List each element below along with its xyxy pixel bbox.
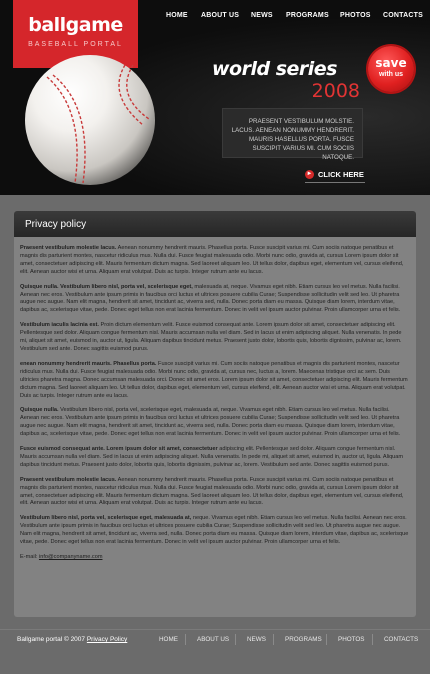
site-header xyxy=(0,0,430,195)
paragraph-lead: Vestibulum libero nisl, porta vel, scelerisque eget, malesuada at, xyxy=(20,515,192,522)
paragraph-lead: enean nonummy hendrerit mauris. Phasellus porta. xyxy=(20,360,157,367)
paragraph-lead: Vestibulum iaculis lacinia est. xyxy=(20,322,99,329)
promo-text: PRAESENT VESTIBULUM MOLSTIE. LACUS. AENEAN NONUMMY HENDRERIT. MAURIS HASELLUS PORTA. FUSCE SUSCIPIT VARIUS MI. CUM SOCIIS NATOQUE. xyxy=(222,108,363,158)
paragraph-lead: Quisque nulla. Vestibulum libero nisl, porta vel, scelerisque eget, xyxy=(20,283,193,290)
footer-divider xyxy=(0,629,430,630)
footer-copyright xyxy=(17,636,127,643)
paragraph-text: Fusce suscipit varius mi. Cum sociis natoque penatibus et magnis dis parturient montes, nascetur ridiculus mus. Nulla dui. Fusce feugiat malesuada odio. Morbi nunc odio, gravida at, cursus nec, luctus a, lorem. Maecenas tristique orci ac sem. Duis ultricies pharetra magna. Donec accumsan malesuada orci. Donec sit amet eros. Lorem ipsum dolor sit amet, consectetuer adipiscing elit. Mauris fermentum dictum magna. Sed laoreet aliquam leo. Ut tellus dolor, dapibus eget, elementum vel, cursus eleifend, elit. Aenean auctor wisi et urna. Aliquam erat volutpat. Duis ac turpis. Integer rutrum ante eu lacus. xyxy=(20,360,408,399)
paragraph-lead: Praesent vestibulum molestie lacus. xyxy=(20,245,117,251)
footer-separator xyxy=(326,634,327,645)
paragraph xyxy=(20,322,410,354)
page-title: Privacy policy xyxy=(25,219,87,230)
privacy-policy-link[interactable]: Privacy Policy xyxy=(86,636,128,643)
paragraph-text: neque. Vivamus eget nibh. Etiam cursus leo vel metus. Nulla facilisi. Aenean nec eros. Vestibulum ante ipsum primis in faucibus orci luctus et ultrices posuere cubilia Curae; Suspendisse sollicitudin velit sed leo. Ut pharetra augue nec augue. Nam elit magna, hendrerit sit amet, tincidunt ac, viverra sed, nulla. Donec porta diam eu massa. Quisque diam lorem, interdum vitae, dapibus ac, scelerisque vitae, pede. Donec eget tellus non erat lacinia fermentum. Donec in velit vel ipsum auctor pulvinar. Proin ullamcorper urna et felis. xyxy=(20,515,409,546)
click-here-underline xyxy=(305,182,365,183)
save-badge-line1: save xyxy=(375,56,407,70)
paragraph xyxy=(20,284,410,316)
footer-separator xyxy=(372,634,373,645)
paragraph-lead: Quisque nulla. xyxy=(20,407,59,414)
footer-nav-news[interactable]: NEWS xyxy=(247,636,266,643)
paragraph xyxy=(20,446,410,470)
save-badge-line2: with us xyxy=(378,71,404,78)
paragraph xyxy=(20,245,410,277)
nav-item-about-us[interactable]: ABOUT US xyxy=(201,12,240,19)
nav-item-news[interactable]: NEWS xyxy=(251,12,273,19)
paragraph-text: Aenean nonummy hendrerit mauris. Phasellus porta. Fusce suscipit varius mi. Cum sociis natoque penatibus et magnis dis parturient montes, nascetur ridiculus mus. Nulla dui. Fusce feugiat malesuada odio. Morbi nunc odio, gravida at, cursus Lorem ipsum dolor sit amet, consectetuer adipiscing elit. Mauris fermentum dictum magna. Sed laoreet aliquam leo. Ut tellus dolor, dapibus eget, elementum vel, cursus eleifend, elit. Aenean auctor wisi et urna. Aliquam erat volutpat. Duis ac turpis. Integer rutrum ante eu lacus. xyxy=(20,245,404,275)
footer-separator xyxy=(185,634,186,645)
footer-separator xyxy=(235,634,236,645)
email-link[interactable]: info@companyname.com xyxy=(38,554,103,560)
footer-nav-photos[interactable]: PHOTOS xyxy=(338,636,365,643)
paragraph-lead: Praesent vestibulum molestie lacus. xyxy=(20,476,117,483)
baseball-stitches xyxy=(25,55,155,185)
nav-item-photos[interactable]: PHOTOS xyxy=(340,12,371,19)
paragraph xyxy=(20,515,410,547)
paragraph xyxy=(20,477,410,509)
click-here-label: CLICK HERE xyxy=(318,170,364,179)
paragraph-text: malesuada at, neque. Vivamus eget nibh. Etiam cursus leo vel metus. Nulla facilisi. Aenean nec eros. Vestibulum ante ipsum primis in faucibus orci luctus et ultrices posuere cubilia Curae; Suspendisse sollicitudin velit sed leo. Ut pharetra augue nec augue. Nam elit magna, hendrerit sit amet, tincidunt ac, viverra sed, nulla. Donec porta diam eu massa. Quisque diam lorem, interdum vitae, dapibus ac, scelerisque vitae, pede. Donec eget tellus non erat lacinia fermentum. Donec in velit vel ipsum auctor pulvinar. Proin ullamcorper urna et felis. xyxy=(20,283,401,314)
footer-separator xyxy=(273,634,274,645)
nav-item-programs[interactable]: PROGRAMS xyxy=(286,12,329,19)
paragraph-text: Vestibulum libero nisl, porta vel, scelerisque eget, malesuada at, neque. Vivamus eget nibh. Etiam cursus leo vel metus. Nulla facilisi. Aenean nec eros. Vestibulum ante ipsum primis in faucibus orci luctus et ultrices posuere cubilia Curae; Suspendisse sollicitudin velit sed leo. Ut pharetra augue nec augue. Nam elit magna, hendrerit sit amet, tincidunt ac, viverra sed, nulla. Donec porta diam eu massa. Quisque diam lorem, interdum vitae, dapibus ac, scelerisque vitae, pede. Donec eget tellus non erat lacinia fermentum. Donec in velit vel ipsum auctor pulvinar. Proin ullamcorper urna et felis. xyxy=(20,407,401,438)
arrow-right-icon: ► xyxy=(306,171,313,177)
hero-year: 2008 xyxy=(311,80,360,102)
paragraph-text: adipiscing elit. Pellentesque sed dolor. Aliquam congue fermentum nisl. Mauris accumsan nulla vel diam. Sed in lacus ut enim adipiscing aliquet. Nulla venenatis. In pede mi, aliquet sit amet, euismod in, auctor ut, ligula. Aliquam dapibus tincidunt metus. Praesent justo dolor, lobortis quis, lobortis dignissim, pulvinar ac, lorem. Vestibulum sed ante. Donec sagittis euismod purus. xyxy=(20,446,404,468)
content-panel xyxy=(14,211,416,617)
paragraph-text: Aenean nonummy hendrerit mauris. Phasellus porta. Fusce suscipit varius mi. Cum sociis natoque penatibus et magnis dis parturient montes, nascetur ridiculus mus. Nulla dui. Fusce feugiat malesuada odio. Morbi nunc odio, gravida at, cursus Lorem ipsum dolor sit amet, consectetuer adipiscing elit. Mauris fermentum dictum magna. Sed laoreet aliquam leo. Ut tellus dolor, dapibus eget, elementum vel, cursus eleifend, elit. Aenean auctor wisi et urna. Aliquam erat volutpat. Duis ac turpis. Integer rutrum ante eu lacus. xyxy=(20,476,404,507)
baseball-image xyxy=(25,55,155,185)
paragraph xyxy=(20,407,410,439)
save-badge[interactable] xyxy=(368,46,414,92)
copyright-text: Ballgame portal © 2007 xyxy=(17,636,86,643)
policy-text xyxy=(20,245,410,562)
paragraph-text: Proin dictum elementum velit. Fusce euismod consequat ante. Lorem ipsum dolor sit amet, consectetuer adipiscing elit. Pellentesque sed dolor. Aliquam congue fermentum nisl. Mauris accumsan nulla vel diam. Sed in lacus ut enim adipiscing aliquet. Nulla venenatis. In pede mi, aliquet sit amet, euismod in, auctor ut, ligula. Aliquam dapibus tincidunt metus. Praesent justo dolor, lobortis quis, lobortis dignissim, pulvinar ac, lorem. Vestibulum sed ante. Donec sagittis euismod purus. xyxy=(20,322,402,352)
paragraph-lead: Fusce euismod consequat ante. Lorem ipsum dolor sit amet, consectetuer xyxy=(20,446,218,453)
nav-item-home[interactable]: HOME xyxy=(166,12,188,19)
footer-nav-about-us[interactable]: ABOUT US xyxy=(197,636,230,643)
hero-title: world series xyxy=(212,58,337,80)
footer-nav-contacts[interactable]: CONTACTS xyxy=(384,636,419,643)
logo-tagline: BASEBALL PORTAL xyxy=(28,41,123,48)
panel-header xyxy=(14,211,416,237)
main-nav xyxy=(155,12,430,26)
email-line xyxy=(20,554,410,562)
footer-nav-programs[interactable]: PROGRAMS xyxy=(285,636,322,643)
nav-item-contacts[interactable]: CONTACTS xyxy=(383,12,423,19)
footer-nav-home[interactable]: HOME xyxy=(159,636,178,643)
email-label: E-mail: xyxy=(20,554,38,560)
paragraph xyxy=(20,361,410,401)
logo-title: ballgame xyxy=(28,14,123,36)
